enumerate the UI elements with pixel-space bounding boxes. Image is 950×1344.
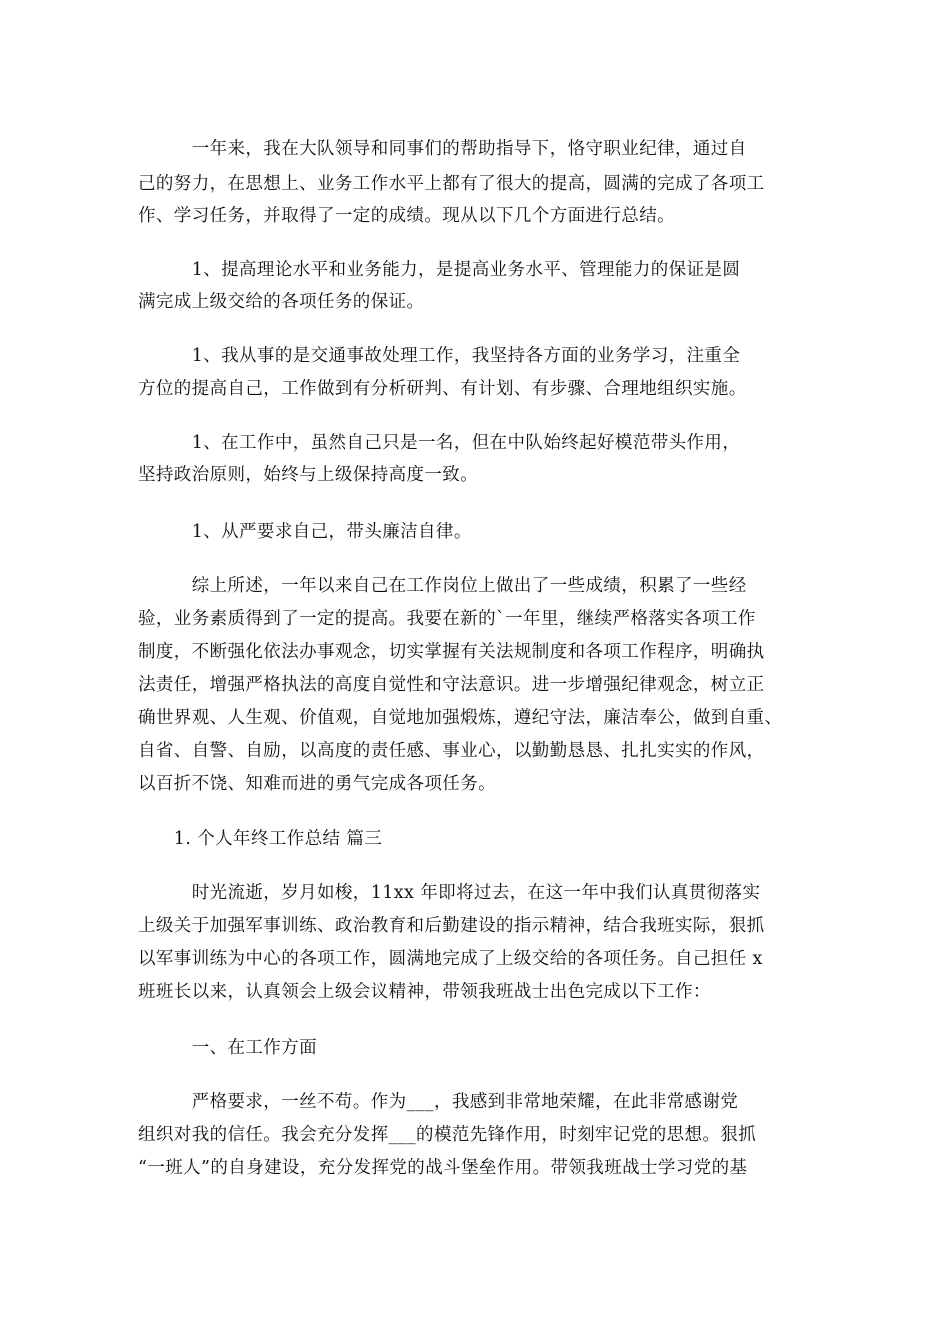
paragraph-line: 1、从严要求自己，带头廉洁自律。 [138, 522, 472, 542]
paragraph-line: “一班人”的自身建设，充分发挥党的战斗堡垒作用。带领我班战士学习党的基 [138, 1158, 748, 1178]
paragraph-line: 1、我从事的是交通事故处理工作，我坚持各方面的业务学习，注重全 [138, 346, 741, 366]
paragraph-line: 以百折不饶、知难而进的勇气完成各项任务。 [138, 774, 496, 794]
section-heading: 1. 个人年终工作总结 篇三 [138, 829, 383, 849]
sub-heading: 一、在工作方面 [138, 1038, 317, 1058]
paragraph-line: 严格要求，一丝不苟。作为___，我感到非常地荣耀，在此非常感谢党 [138, 1092, 739, 1112]
paragraph-line: 坚持政治原则，始终与上级保持高度一致。 [138, 465, 479, 485]
paragraph-line: 上级关于加强军事训练、政治教育和后勤建设的指示精神，结合我班实际，狠抓 [138, 916, 765, 936]
paragraph-line: 1、在工作中，虽然自己只是一名，但在中队始终起好模范带头作用， [138, 433, 741, 453]
paragraph-line: 满完成上级交给的各项任务的保证。 [138, 292, 425, 312]
paragraph-line: 作、学习任务，并取得了一定的成绩。现从以下几个方面进行总结。 [138, 206, 675, 226]
paragraph-line: 综上所述，一年以来自己在工作岗位上做出了一些成绩，积累了一些经 [138, 576, 747, 596]
paragraph-line: 1、提高理论水平和业务能力，是提高业务水平、管理能力的保证是圆 [138, 260, 741, 280]
paragraph-line: 班班长以来，认真领会上级会议精神，带领我班战士出色完成以下工作： [138, 982, 711, 1002]
paragraph-line: 时光流逝，岁月如梭，11xx 年即将过去，在这一年中我们认真贯彻落实 [138, 883, 761, 903]
paragraph-line: 验，业务素质得到了一定的提高。我要在新的`一年里，继续严格落实各项工作 [138, 609, 756, 629]
paragraph-line: 确世界观、人生观、价值观，自觉地加强煅炼，遵纪守法，廉洁奉公，做到自重、 [138, 708, 783, 728]
paragraph-line: 以军事训练为中心的各项工作，圆满地完成了上级交给的各项任务。自己担任 x [138, 949, 763, 969]
paragraph-line: 方位的提高自己，工作做到有分析研判、有计划、有步骤、合理地组织实施。 [138, 379, 747, 399]
paragraph-line: 一年来，我在大队领导和同事们的帮助指导下，恪守职业纪律，通过自 [138, 139, 747, 159]
paragraph-line: 组织对我的信任。我会充分发挥___的模范先锋作用，时刻牢记党的思想。狠抓 [138, 1125, 757, 1145]
paragraph-line: 制度，不断强化依法办事观念，切实掌握有关法规制度和各项工作程序，明确执 [138, 642, 765, 662]
paragraph-line: 法责任，增强严格执法的高度自觉性和守法意识。进一步增强纪律观念，树立正 [138, 675, 765, 695]
paragraph-line: 己的努力，在思想上、业务工作水平上都有了很大的提高，圆满的完成了各项工 [138, 174, 765, 194]
paragraph-line: 自省、自警、自励，以高度的责任感、事业心，以勤勤恳恳、扎扎实实的作风， [138, 741, 765, 761]
